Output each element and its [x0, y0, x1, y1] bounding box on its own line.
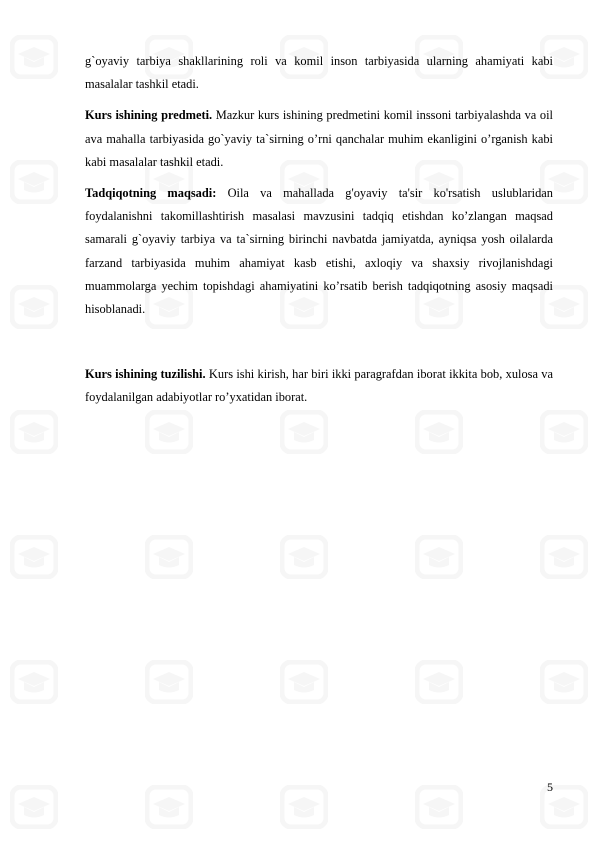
graduation-cap-icon: [540, 410, 588, 454]
graduation-cap-icon: [145, 535, 193, 579]
graduation-cap-icon: [10, 660, 58, 704]
page-number: 5: [547, 780, 553, 794]
graduation-cap-icon: [10, 535, 58, 579]
graduation-cap-icon: [280, 660, 328, 704]
paragraph-text: g`oyaviy tarbiya shakllarining roli va komil inson tarbiyasida ularning ahamiyati kabi masalalar tashkil etadi.: [85, 54, 553, 92]
document-body: [85, 50, 553, 410]
graduation-cap-icon: [10, 410, 58, 454]
paragraph-intro-continuation: [85, 50, 553, 96]
graduation-cap-icon: [415, 535, 463, 579]
graduation-cap-icon: [280, 410, 328, 454]
graduation-cap-icon: [415, 660, 463, 704]
graduation-cap-icon: [145, 660, 193, 704]
graduation-cap-icon: [10, 785, 58, 829]
graduation-cap-icon: [145, 410, 193, 454]
paragraph-research-goal: [85, 182, 553, 321]
section-heading-goal: Tadqiqotning maqsadi:: [85, 186, 217, 201]
section-heading-structure: Kurs ishining tuzilishi.: [85, 367, 206, 382]
paragraph-spacer: [85, 96, 553, 104]
paragraph-structure: [85, 363, 553, 409]
paragraph-text: Oila va mahallada g'oyaviy ta'sir ko'rsatish uslublaridan foydalanishni takomillashtirish masalasi mavzusini tadqiq etishdan ko’zlangan maqsad samarali g`oyaviy tarbiya va ta`sirning birinchi navbatda jamiyatda, ayniqsa yosh oilalarda farzand tarbiyasida muhim ahamiyat kasb etishi, axloqiy va shaxsiy rivojlanishdagi muammolarga yechim topishdagi ahamiyatini ko’rsatib berish tadqiqotning asosiy maqsadi hisoblanadi.: [85, 186, 553, 317]
paragraph-subject: [85, 104, 553, 174]
graduation-cap-icon: [280, 535, 328, 579]
graduation-cap-icon: [280, 785, 328, 829]
graduation-cap-icon: [10, 35, 58, 79]
graduation-cap-icon: [415, 785, 463, 829]
graduation-cap-icon: [540, 535, 588, 579]
graduation-cap-icon: [415, 410, 463, 454]
paragraph-spacer: [85, 321, 553, 363]
graduation-cap-icon: [540, 660, 588, 704]
section-heading-subject: Kurs ishining predmeti.: [85, 108, 213, 123]
graduation-cap-icon: [145, 785, 193, 829]
graduation-cap-icon: [10, 285, 58, 329]
paragraph-spacer: [85, 174, 553, 182]
paragraph-text: Mazkur kurs ishining predmetini komil inssoni tarbiyalashda va oil ava mahalla tarbiyasida go`yaviy ta`sirning o’rni qanchalar muhim ekanligini o’rganish kabi kabi masalalar tashkil etadi.: [85, 108, 553, 169]
paragraph-text: Kurs ishi kirish, har biri ikki paragrafdan iborat ikkita bob, xulosa va foydalanilgan adabiyotlar ro’yxatidan iborat.: [85, 367, 553, 405]
graduation-cap-icon: [10, 160, 58, 204]
